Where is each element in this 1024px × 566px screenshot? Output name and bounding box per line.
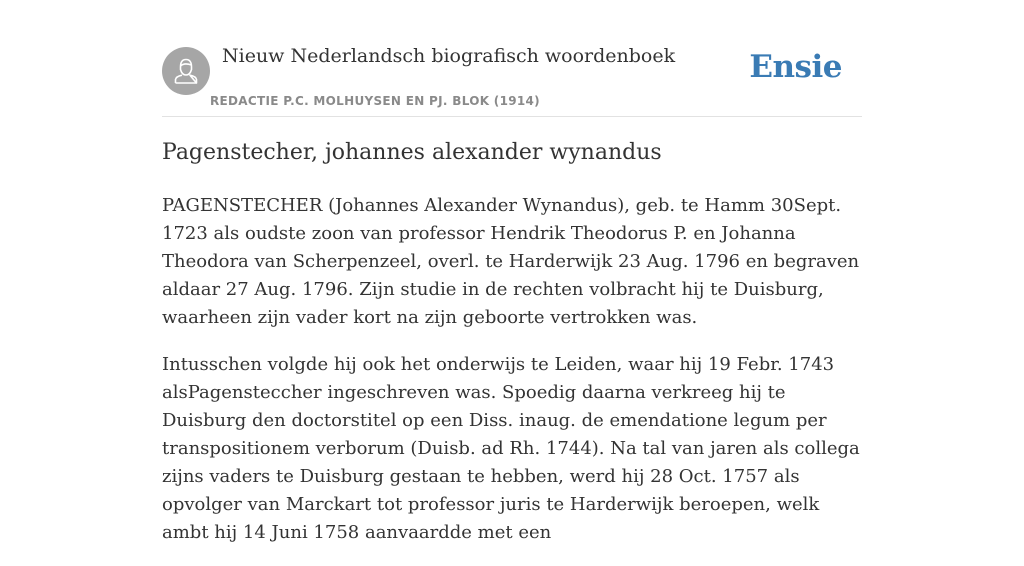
entry-paragraph: Intusschen volgde hij ook het onderwijs te Leiden, waar hij 19 Febr. 1743 alsPagensteccher ingeschreven was. Spoedig daarna verkreeg hij te Duisburg den doctorstitel op een Diss. inaug. de emendatione legum per transpositionem verborum (Duisb. ad Rh. 1744). Na tal van jaren als collega zijns vaders te Duisburg gestaan te hebben, werd hij 28 Oct. 1757 als opvolger van Marckart tot professor juris te Harderwijk beroepen, welk ambt hij 14 Juni 1758 aanvaardde met een xyxy=(162,354,860,543)
page xyxy=(162,0,862,543)
entry-title: Pagenstecher, johannes alexander wynandus xyxy=(162,140,662,165)
entry-paragraph: PAGENSTECHER (Johannes Alexander Wynandus), geb. te Hamm 30Sept. 1723 als oudste zoon van professor Hendrik Theodorus P. en Johanna Theodora van Scherpenzeel, overl. te Harderwijk 23 Aug. 1796 en begraven aldaar 27 Aug. 1796. Zijn studie in de rechten volbracht hij te Duisburg, waarheen zijn vader kort na zijn geboorte vertrokken was. xyxy=(162,195,860,328)
entry-body xyxy=(162,192,862,566)
header xyxy=(162,0,862,117)
user-silhouette-icon xyxy=(162,47,210,95)
editors-subtitle: REDACTIE P.C. MOLHUYSEN EN PJ. BLOK (1914) xyxy=(210,94,540,108)
book-title[interactable]: Nieuw Nederlandsch biografisch woordenboek xyxy=(222,45,676,67)
brand-logo[interactable]: Ensie xyxy=(749,49,842,85)
avatar[interactable] xyxy=(162,47,210,95)
